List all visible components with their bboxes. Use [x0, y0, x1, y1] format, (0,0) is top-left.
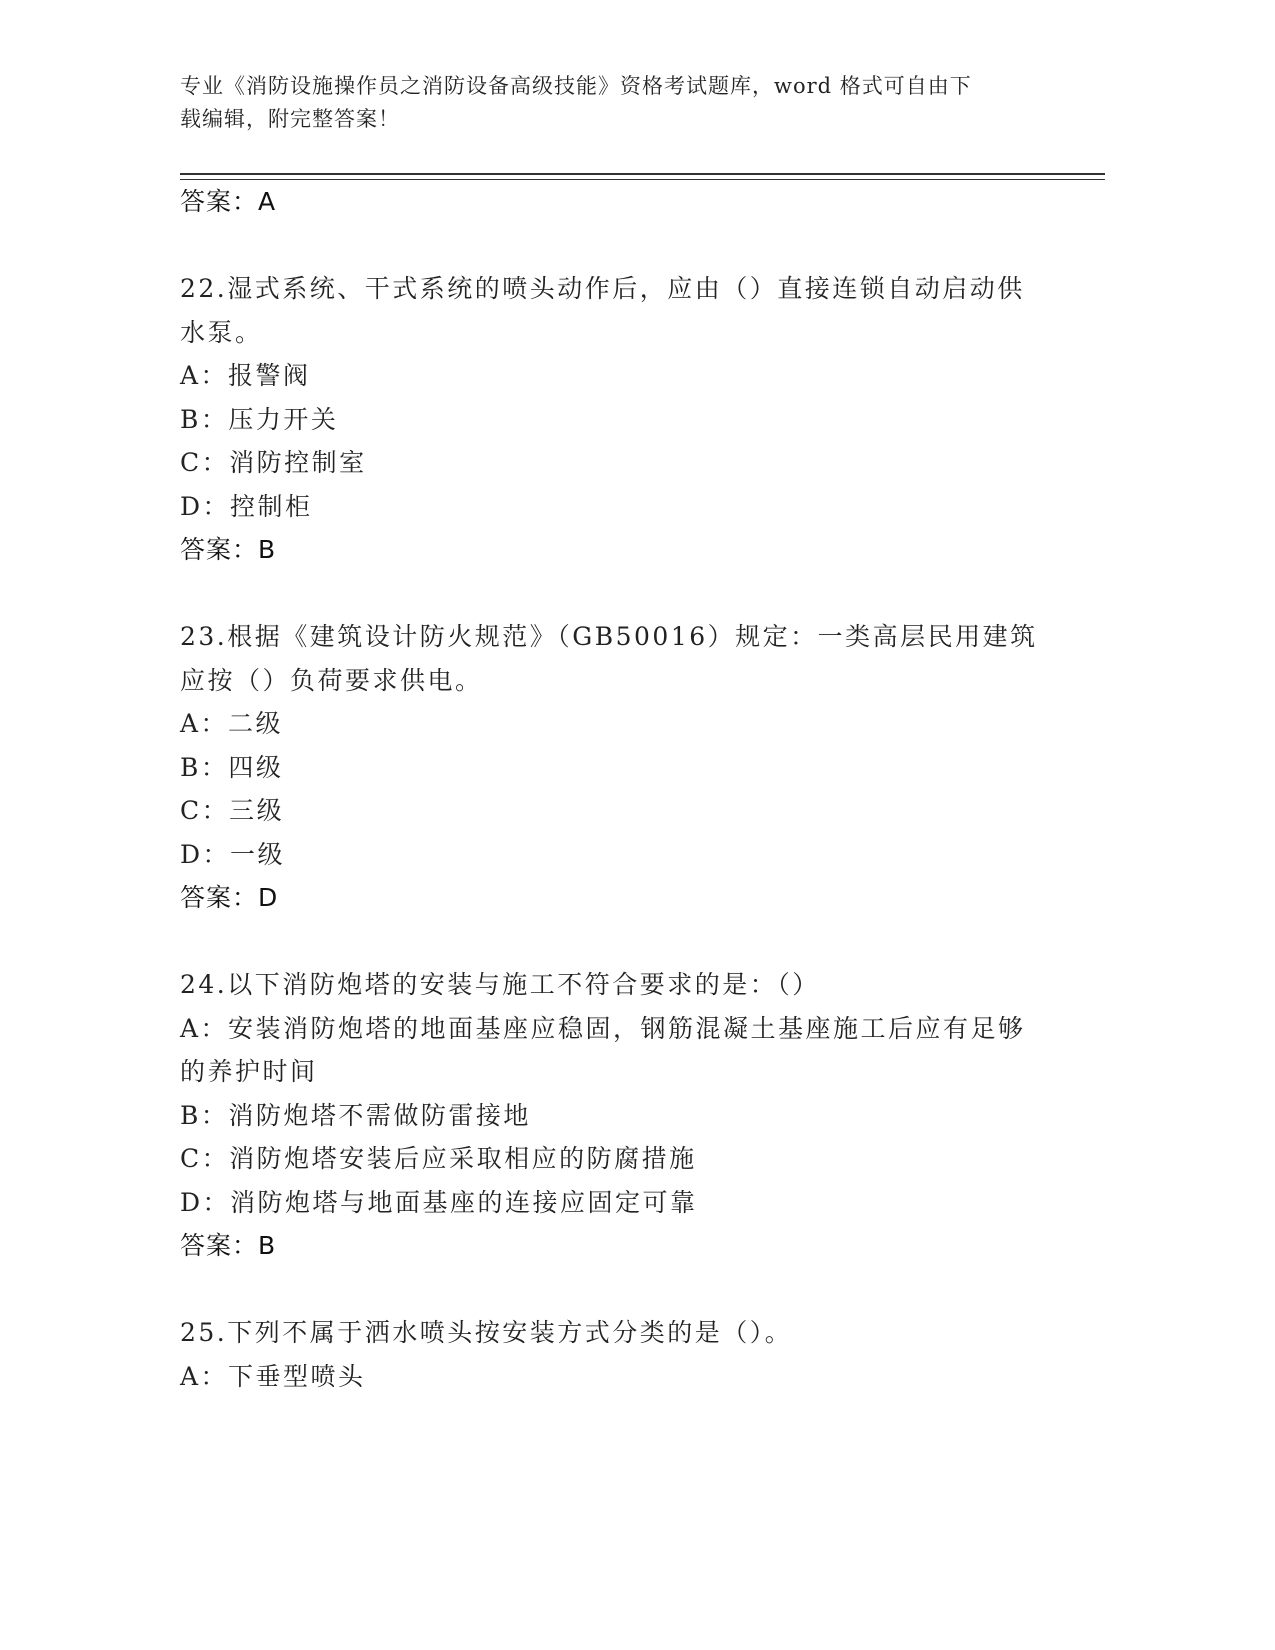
spacer: [180, 920, 1040, 964]
spacer: [180, 224, 1040, 268]
header-line-2: 载编辑，附完整答案！: [180, 107, 400, 131]
option-b: B：压力开关: [180, 404, 339, 434]
option-c: C：三级: [180, 796, 285, 825]
question-24: [180, 963, 1040, 1268]
option-c: C：消防控制室: [180, 448, 367, 477]
question-22: [180, 267, 1040, 572]
answer: 答案：B: [180, 1231, 277, 1260]
header-line-1: 专业《消防设施操作员之消防设备高级技能》资格考试题库，word 格式可自由下: [180, 74, 972, 98]
spacer: [180, 572, 1040, 616]
question-stem-continued: 应按（）负荷要求供电。: [180, 665, 483, 695]
option-a: A：二级: [180, 709, 284, 738]
question-stem: 22.湿式系统、干式系统的喷头动作后，应由（）直接连锁自动启动供: [180, 274, 1025, 303]
question-list: [180, 180, 1040, 1398]
document-header: [180, 70, 1060, 136]
spacer: [180, 1268, 1040, 1312]
question-25: [180, 1311, 1040, 1398]
option-d: D：一级: [180, 839, 286, 869]
option-d: D：消防炮塔与地面基座的连接应固定可靠: [180, 1187, 698, 1217]
question-stem-continued: 水泵。: [180, 317, 263, 347]
answer-previous: 答案：A: [180, 187, 277, 216]
option-d: D：控制柜: [180, 491, 313, 521]
answer: 答案：D: [180, 883, 279, 912]
answer: 答案：B: [180, 535, 277, 564]
question-stem: 23.根据《建筑设计防火规范》（GB50016）规定：一类高层民用建筑: [180, 622, 1038, 651]
option-c: C：消防炮塔安装后应采取相应的防腐措施: [180, 1144, 697, 1173]
option-a-continued: 的养护时间: [180, 1057, 318, 1086]
option-a: A：安装消防炮塔的地面基座应稳固，钢筋混凝土基座施工后应有足够: [180, 1013, 1026, 1043]
header-divider-thick: [180, 173, 1105, 175]
option-a: A：报警阀: [180, 361, 311, 390]
question-23: [180, 615, 1040, 920]
option-b: B：消防炮塔不需做防雷接地: [180, 1100, 531, 1130]
option-b: B：四级: [180, 752, 284, 782]
option-a: A：下垂型喷头: [180, 1361, 366, 1391]
question-stem: 25.下列不属于洒水喷头按安装方式分类的是（）。: [180, 1318, 793, 1347]
question-stem: 24.以下消防炮塔的安装与施工不符合要求的是：（）: [180, 970, 820, 999]
